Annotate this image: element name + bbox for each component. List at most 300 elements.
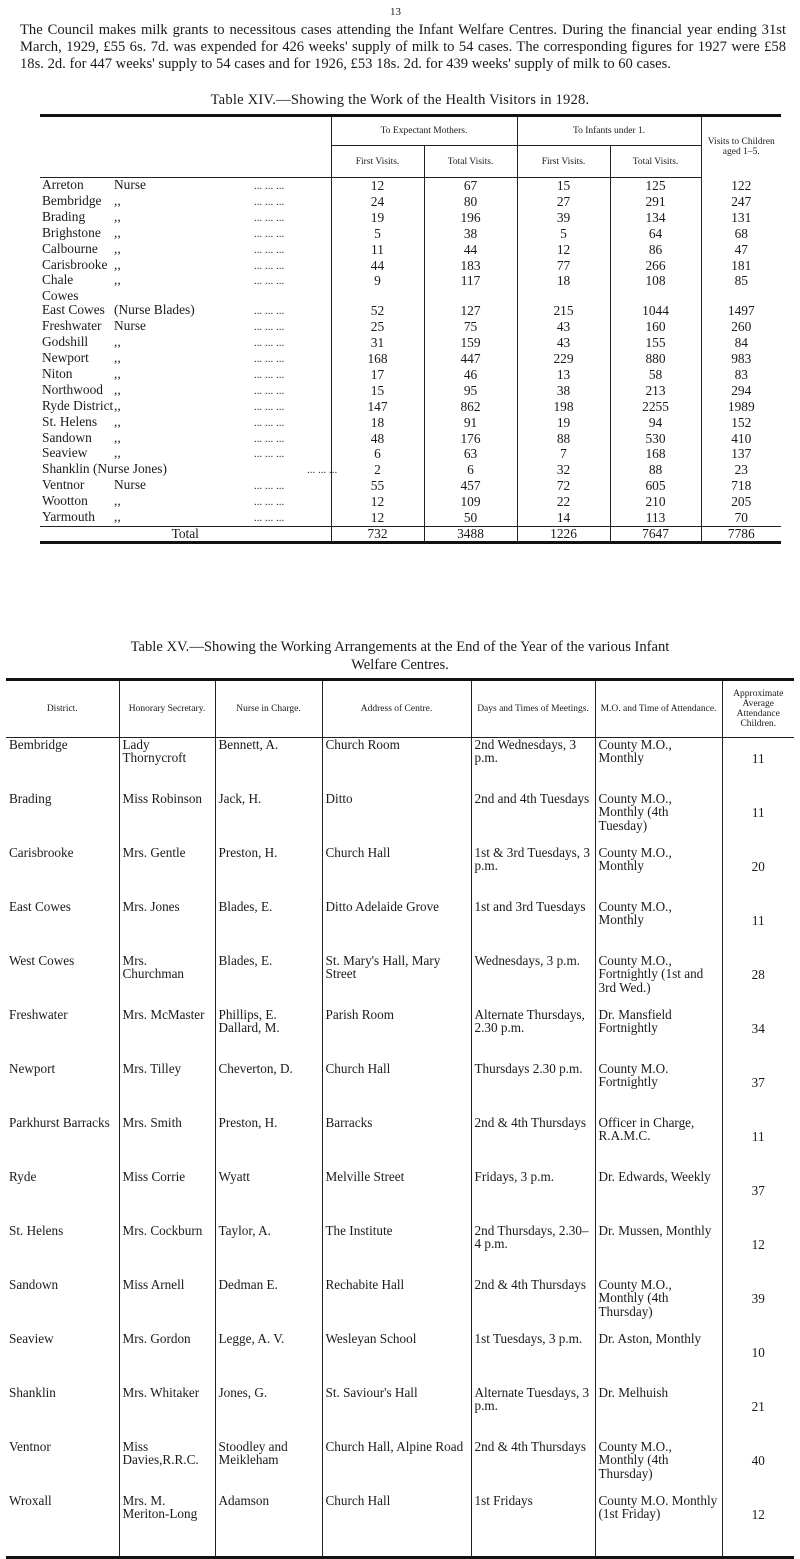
intro-paragraph: The Council makes milk grants to necessitous cases attending the Infant Welfare Centres. During the financial year ending 31st March, 1929, £55 6s. 7d. was expended for 426 weeks' supply of milk to 54 cases. The corresponding figures for 1927 were £58 18s. 2d. for 447 weeks' supply to 54 cases and for 1926, £53 18s. 2d. for 439 weeks' supply of milk to 60 cases. (20, 22, 786, 72)
table-row (40, 226, 781, 242)
table-row (40, 303, 781, 319)
value-cell: 291 (610, 194, 701, 210)
district-cell (40, 494, 331, 510)
centre-cell: 21 (722, 1386, 794, 1440)
value-cell (331, 289, 424, 303)
district-name: Cowes (42, 288, 79, 304)
nurse-role: (Nurse Blades) (114, 302, 195, 318)
value-cell (701, 289, 781, 303)
value-cell: 12 (331, 510, 424, 526)
value-cell: 18 (331, 415, 424, 431)
centre-cell: County M.O., Monthly (595, 846, 722, 900)
centre-cell: Seaview (9, 1331, 54, 1346)
centre-cell: Preston, H. (215, 846, 322, 900)
district-cell (40, 210, 331, 226)
table-row (6, 1386, 794, 1440)
health-visitors-table (40, 114, 781, 544)
value-cell: 47 (701, 242, 781, 258)
nurse-role: Nurse (114, 318, 146, 334)
value-cell: 215 (517, 303, 610, 319)
leader-dots: ... ... ... (254, 195, 285, 208)
centre-cell: Wednesdays, 3 p.m. (471, 954, 595, 1008)
table-14-title-rest: —Showing the Work of the Health Visitors in 1928. (276, 92, 590, 108)
centre-cell: Sandown (9, 1277, 59, 1292)
centre-cell: Ryde (9, 1169, 37, 1184)
value-cell: 75 (424, 319, 517, 335)
nurse-role: Nurse (114, 477, 146, 493)
value-cell: 13 (517, 367, 610, 383)
value-cell: 11 (331, 242, 424, 258)
district-cell (40, 178, 331, 194)
value-cell: 38 (424, 226, 517, 242)
value-cell: 58 (610, 367, 701, 383)
value-cell: 17 (331, 367, 424, 383)
value-cell: 530 (610, 431, 701, 447)
value-cell: 6 (424, 462, 517, 478)
centre-cell: Blades, E. (215, 954, 322, 1008)
value-cell: 15 (517, 178, 610, 194)
table-row (40, 415, 781, 431)
centre-cell: Church Hall (322, 846, 471, 900)
value-cell: 91 (424, 415, 517, 431)
table-row (40, 258, 781, 274)
value-cell: 63 (424, 446, 517, 462)
value-cell: 48 (331, 431, 424, 447)
district-cell (40, 383, 331, 399)
centre-cell: County M.O., Monthly (4th Thursday) (595, 1278, 722, 1332)
table-15-title (0, 638, 800, 674)
leader-dots: ... ... ... (254, 259, 285, 272)
district-name: Shanklin (Nurse Jones) (42, 461, 167, 477)
district-name: Ventnor (42, 477, 85, 493)
table-row (40, 242, 781, 258)
nurse-role: ,, (114, 224, 121, 240)
centre-cell: Miss Davies,R.R.C. (119, 1440, 215, 1494)
centre-cell: Preston, H. (215, 1116, 322, 1170)
table-row (6, 792, 794, 846)
header-first-visits: First Visits. (331, 146, 424, 178)
table-14-title-prefix: Table XIV. (210, 92, 277, 108)
centre-cell: Bembridge (9, 737, 68, 752)
value-cell: 447 (424, 351, 517, 367)
value-cell: 196 (424, 210, 517, 226)
total-cell: 732 (331, 526, 424, 542)
district-cell (40, 446, 331, 462)
centre-cell: Church Room (322, 738, 471, 793)
district-name: Godshill (42, 334, 89, 350)
value-cell: 266 (610, 258, 701, 274)
value-cell: 152 (701, 415, 781, 431)
header-blank-2 (40, 146, 331, 178)
district-name: East Cowes (42, 302, 105, 318)
centre-cell: Dr. Aston, Monthly (595, 1332, 722, 1386)
centre-cell: Dedman E. (215, 1278, 322, 1332)
table-row (40, 351, 781, 367)
centre-cell: 12 (722, 1494, 794, 1558)
table-row (40, 273, 781, 289)
value-cell: 155 (610, 335, 701, 351)
centre-cell: Barracks (322, 1116, 471, 1170)
value-cell: 198 (517, 399, 610, 415)
column-header: Approximate Average Attendance Children. (722, 680, 794, 738)
leader-dots: ... ... ... (254, 416, 285, 429)
district-name: Ryde District (42, 397, 114, 413)
leader-dots: ... ... ... (306, 464, 338, 477)
centre-cell: Cheverton, D. (215, 1062, 322, 1116)
table-15-title-prefix: Table XV. (130, 639, 190, 655)
centre-cell: Wesleyan School (322, 1332, 471, 1386)
value-cell: 88 (610, 462, 701, 478)
value-cell: 2 (331, 462, 424, 478)
centre-cell: Mrs. Smith (119, 1116, 215, 1170)
table-row (6, 1008, 794, 1062)
centre-cell: Dr. Melhuish (595, 1386, 722, 1440)
value-cell: 127 (424, 303, 517, 319)
header-infants-under-1: To Infants under 1. (517, 116, 701, 146)
value-cell: 43 (517, 335, 610, 351)
district-name: Sandown (42, 429, 92, 445)
value-cell: 95 (424, 383, 517, 399)
table-row (6, 846, 794, 900)
table-row (6, 738, 794, 793)
table-14-title (0, 92, 800, 109)
value-cell: 18 (517, 273, 610, 289)
centre-cell: 10 (722, 1332, 794, 1386)
table-row (6, 1278, 794, 1332)
column-header: Address of Centre. (322, 680, 471, 738)
district-name: Freshwater (42, 318, 102, 334)
value-cell: 44 (424, 242, 517, 258)
centre-cell: Church Hall (322, 1494, 471, 1558)
table-row (40, 289, 781, 303)
centre-cell: St. Helens (9, 1223, 64, 1238)
centre-cell: Wyatt (215, 1170, 322, 1224)
district-cell (40, 335, 331, 351)
value-cell: 86 (610, 242, 701, 258)
value-cell: 137 (701, 446, 781, 462)
value-cell: 70 (701, 510, 781, 526)
leader-dots: ... ... ... (254, 180, 285, 192)
table-row (40, 446, 781, 462)
centre-cell: Lady Thornycroft (119, 738, 215, 793)
value-cell: 52 (331, 303, 424, 319)
value-cell: 94 (610, 415, 701, 431)
value-cell: 14 (517, 510, 610, 526)
centre-cell: Mrs. Cockburn (119, 1224, 215, 1278)
nurse-role: ,, (114, 208, 121, 224)
total-cell: 7786 (701, 526, 781, 542)
value-cell: 108 (610, 273, 701, 289)
district-name: Chale (42, 272, 74, 288)
value-cell: 46 (424, 367, 517, 383)
table-row (40, 367, 781, 383)
value-cell: 27 (517, 194, 610, 210)
district-cell (40, 367, 331, 383)
centre-cell: 11 (722, 900, 794, 954)
leader-dots: ... ... ... (254, 337, 285, 350)
table-row (40, 462, 781, 478)
value-cell: 134 (610, 210, 701, 226)
header-expectant-mothers: To Expectant Mothers. (331, 116, 517, 146)
centre-cell: Ventnor (9, 1439, 51, 1454)
value-cell: 1497 (701, 303, 781, 319)
value-cell: 15 (331, 383, 424, 399)
table-15-title-line1: —Showing the Working Arrangements at the End of the Year of the various Infant (189, 639, 670, 655)
value-cell: 168 (610, 446, 701, 462)
leader-dots: ... ... ... (254, 305, 285, 318)
centre-cell: Stoodley and Meikleham (215, 1440, 322, 1494)
leader-dots: ... ... ... (254, 496, 285, 509)
nurse-role: Nurse (114, 177, 146, 192)
nurse-role: ,, (114, 429, 121, 445)
centre-cell: 2nd & 4th Thursdays (471, 1116, 595, 1170)
centre-cell: Bennett, A. (215, 738, 322, 793)
value-cell: 88 (517, 431, 610, 447)
value-cell: 176 (424, 431, 517, 447)
centre-cell: County M.O., Fortnightly (1st and 3rd Wed.) (595, 954, 722, 1008)
leader-dots: ... ... ... (254, 480, 285, 493)
nurse-role: ,, (114, 445, 121, 461)
centre-cell: Miss Arnell (119, 1278, 215, 1332)
table-row (6, 1440, 794, 1494)
value-cell: 131 (701, 210, 781, 226)
centre-cell: County M.O., Monthly (595, 738, 722, 793)
value-cell: 64 (610, 226, 701, 242)
table-row (6, 1062, 794, 1116)
centre-cell: County M.O. Monthly (1st Friday) (595, 1494, 722, 1558)
centre-cell: Jones, G. (215, 1386, 322, 1440)
value-cell: 19 (331, 210, 424, 226)
table-row (40, 478, 781, 494)
centre-cell: Jack, H. (215, 792, 322, 846)
table-row (6, 1332, 794, 1386)
centre-cell: Adamson (215, 1494, 322, 1558)
value-cell: 5 (517, 226, 610, 242)
total-cell: 1226 (517, 526, 610, 542)
district-name: Bembridge (42, 192, 102, 208)
centre-cell: 2nd Wednesdays, 3 p.m. (471, 738, 595, 793)
district-cell (40, 399, 331, 415)
centre-cell: Miss Corrie (119, 1170, 215, 1224)
total-row (40, 526, 781, 542)
value-cell: 1044 (610, 303, 701, 319)
leader-dots: ... ... ... (254, 227, 285, 240)
centre-cell: 12 (722, 1224, 794, 1278)
table-row (40, 399, 781, 415)
value-cell: 43 (517, 319, 610, 335)
centre-cell: 40 (722, 1440, 794, 1494)
centre-cell: 37 (722, 1170, 794, 1224)
table-row (40, 431, 781, 447)
centre-cell: 1st and 3rd Tuesdays (471, 900, 595, 954)
header-first-visits: First Visits. (517, 146, 610, 178)
nurse-role: ,, (114, 365, 121, 381)
value-cell: 983 (701, 351, 781, 367)
value-cell: 880 (610, 351, 701, 367)
value-cell: 5 (331, 226, 424, 242)
centre-cell: Newport (9, 1061, 56, 1076)
value-cell: 168 (331, 351, 424, 367)
district-cell (40, 289, 331, 303)
value-cell: 410 (701, 431, 781, 447)
value-cell: 50 (424, 510, 517, 526)
nurse-role: ,, (114, 256, 121, 272)
leader-dots: ... ... ... (254, 211, 285, 224)
centre-cell: 34 (722, 1008, 794, 1062)
centre-cell: County M.O., Monthly (4th Tuesday) (595, 792, 722, 846)
centre-cell: Melville Street (322, 1170, 471, 1224)
centre-cell: Mrs. Gentle (119, 846, 215, 900)
value-cell: 77 (517, 258, 610, 274)
centre-cell: Ditto (322, 792, 471, 846)
value-cell: 9 (331, 273, 424, 289)
table-row (6, 954, 794, 1008)
value-cell: 117 (424, 273, 517, 289)
column-header: M.O. and Time of Attendance. (595, 680, 722, 738)
value-cell: 72 (517, 478, 610, 494)
table-row (6, 1170, 794, 1224)
centre-cell: 11 (722, 792, 794, 846)
district-cell (40, 194, 331, 210)
district-name: Brighstone (42, 224, 101, 240)
table-row (40, 210, 781, 226)
district-cell (40, 303, 331, 319)
value-cell: 205 (701, 494, 781, 510)
centre-cell: Parkhurst Barracks (9, 1115, 110, 1130)
leader-dots: ... ... ... (254, 384, 285, 397)
table-row (6, 900, 794, 954)
centre-cell: Blades, E. (215, 900, 322, 954)
centre-cell: 39 (722, 1278, 794, 1332)
centre-cell: Thursdays 2.30 p.m. (471, 1062, 595, 1116)
value-cell: 147 (331, 399, 424, 415)
value-cell: 213 (610, 383, 701, 399)
district-cell (40, 242, 331, 258)
column-header: District. (46, 704, 78, 714)
centre-cell: 1st & 3rd Tuesdays, 3 p.m. (471, 846, 595, 900)
value-cell (424, 289, 517, 303)
centre-cell: Carisbrooke (9, 845, 74, 860)
centre-cell: Mrs. Tilley (119, 1062, 215, 1116)
value-cell: 22 (517, 494, 610, 510)
table-row (40, 383, 781, 399)
value-cell: 23 (701, 462, 781, 478)
district-cell (40, 415, 331, 431)
column-header: Honorary Secretary. (119, 680, 215, 738)
district-cell (40, 461, 338, 478)
table-row (6, 1116, 794, 1170)
value-cell: 6 (331, 446, 424, 462)
district-cell (40, 273, 331, 289)
value-cell: 39 (517, 210, 610, 226)
centre-cell: Wroxall (6, 1494, 119, 1558)
centre-cell: County M.O. Fortnightly (595, 1062, 722, 1116)
centre-cell: County M.O., Monthly (595, 900, 722, 954)
centre-cell: Mrs. M. Meriton-Long (119, 1494, 215, 1558)
centre-cell: 2nd & 4th Thursdays (471, 1440, 595, 1494)
total-cell: 7647 (610, 526, 701, 542)
value-cell: 67 (424, 178, 517, 194)
leader-dots: ... ... ... (254, 243, 285, 256)
value-cell: 32 (517, 462, 610, 478)
value-cell: 210 (610, 494, 701, 510)
value-cell: 122 (701, 178, 781, 194)
value-cell: 44 (331, 258, 424, 274)
centre-cell: Ditto Adelaide Grove (322, 900, 471, 954)
value-cell: 457 (424, 478, 517, 494)
district-cell (40, 478, 331, 494)
value-cell: 718 (701, 478, 781, 494)
centre-cell: 28 (722, 954, 794, 1008)
district-name: St. Helens (42, 413, 98, 429)
centre-cell: Alternate Tuesdays, 3 p.m. (471, 1386, 595, 1440)
total-cell: 3488 (424, 526, 517, 542)
nurse-role: ,, (114, 240, 121, 256)
value-cell: 25 (331, 319, 424, 335)
centre-cell: Church Hall, Alpine Road (322, 1440, 471, 1494)
column-header: Nurse in Charge. (215, 680, 322, 738)
value-cell: 862 (424, 399, 517, 415)
header-visits-children: Visits to Children aged 1–5. (701, 116, 781, 178)
table-row (40, 194, 781, 210)
value-cell: 109 (424, 494, 517, 510)
centre-cell: 20 (722, 846, 794, 900)
centre-cell: 11 (722, 1116, 794, 1170)
nurse-role: ,, (114, 509, 121, 525)
header-total-visits: Total Visits. (424, 146, 517, 178)
district-cell (40, 319, 331, 335)
centre-cell: Mrs. Churchman (119, 954, 215, 1008)
centre-cell: Parish Room (322, 1008, 471, 1062)
district-name: Northwood (42, 381, 103, 397)
district-cell (40, 226, 331, 242)
value-cell: 38 (517, 383, 610, 399)
value-cell: 31 (331, 335, 424, 351)
centre-cell: County M.O., Monthly (4th Thursday) (595, 1440, 722, 1494)
centre-cell: Mrs. Jones (119, 900, 215, 954)
centre-cell: Dr. Mansfield Fortnightly (595, 1008, 722, 1062)
column-header: Days and Times of Meetings. (471, 680, 595, 738)
value-cell (517, 289, 610, 303)
total-label: Total (40, 526, 331, 542)
district-cell (40, 510, 331, 526)
centre-cell: 2nd Thursdays, 2.30–4 p.m. (471, 1224, 595, 1278)
centre-cell: Officer in Charge, R.A.M.C. (595, 1116, 722, 1170)
centre-cell: The Institute (322, 1224, 471, 1278)
district-name: Newport (42, 349, 89, 365)
value-cell: 80 (424, 194, 517, 210)
centre-cell: 1st Fridays (471, 1494, 595, 1558)
centre-cell: Shanklin (9, 1385, 56, 1400)
leader-dots: ... ... ... (254, 275, 285, 288)
nurse-role: ,, (114, 272, 121, 288)
value-cell: 68 (701, 226, 781, 242)
centre-cell: 2nd and 4th Tuesdays (471, 792, 595, 846)
centre-cell: 11 (722, 738, 794, 793)
table-row (40, 319, 781, 335)
district-name: Wootton (42, 493, 88, 509)
centre-cell: Mrs. Gordon (119, 1332, 215, 1386)
centre-cell: St. Saviour's Hall (322, 1386, 471, 1440)
centre-cell: 37 (722, 1062, 794, 1116)
value-cell: 83 (701, 367, 781, 383)
centre-cell: Fridays, 3 p.m. (471, 1170, 595, 1224)
value-cell: 125 (610, 178, 701, 194)
centre-cell: West Cowes (9, 953, 75, 968)
centre-cell: 2nd & 4th Thursdays (471, 1278, 595, 1332)
leader-dots: ... ... ... (254, 512, 285, 525)
centre-cell: Dr. Mussen, Monthly (595, 1224, 722, 1278)
